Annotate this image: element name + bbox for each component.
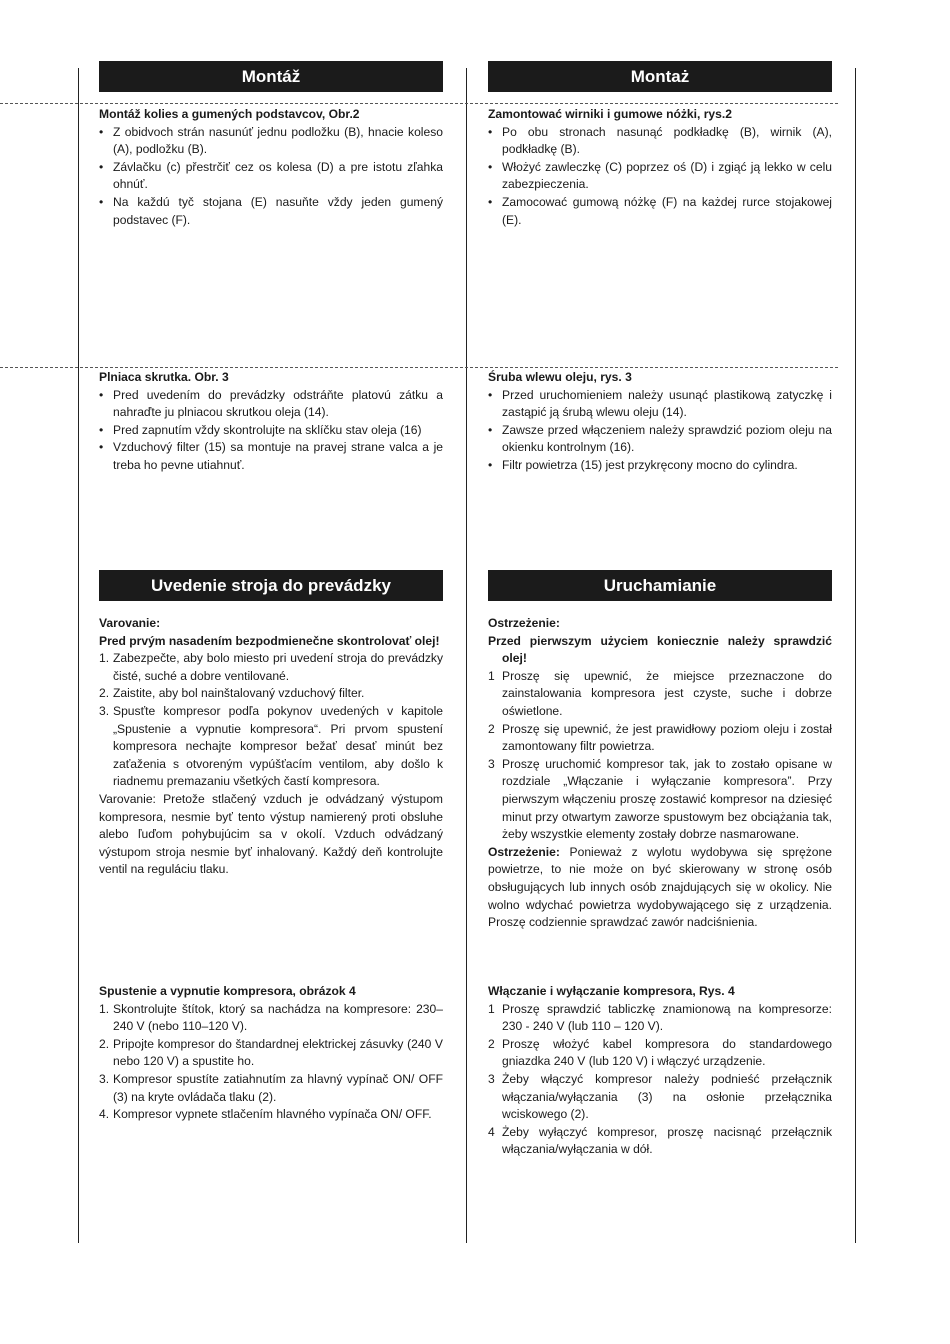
pl-section-commissioning — [488, 615, 832, 932]
list-item: • Na každú tyč stojana (E) nasuňte vždy jeden gumený podstavec (F). — [99, 194, 443, 227]
list-item: 1. Zabezpečte, aby bolo miesto pri uvedení stroja do prevádzky čisté, suché a dobre ventilované. — [99, 651, 443, 683]
sk-oil-heading: Plniaca skrutka. Obr. 3 — [99, 370, 229, 384]
pl-section-wheels — [488, 106, 832, 229]
pl-section-startstop — [488, 983, 832, 1159]
pl-startstop-list — [488, 1001, 832, 1159]
list-item: 4 Żeby wyłączyć kompresor, proszę nacisnąć przełącznik włączania/wyłączania w dół. — [488, 1124, 832, 1157]
frame-line-left — [78, 68, 79, 1243]
list-item: 3. Spusťte kompresor podľa pokynov uvedených v kapitole „Spustenie a vypnutie kompresora“. Pri prvom spustení kompresora nechajte kompresor bežať desať minút bez zaťaženia s otvoreným vypúšťacím ventilom, aby došlo k riadnemu premazaniu všetkých častí kompresora. — [99, 703, 443, 789]
header-montaz-pl: Montaż — [488, 61, 832, 92]
sk-warning-label: Varovanie: — [99, 616, 161, 630]
list-item: 2 Proszę się upewnić, że jest prawidłowy poziom oleju i został zamontowany filtr powietrza. — [488, 721, 832, 754]
list-item: 3 Żeby włączyć kompresor należy podnieść przełącznik włączania/wyłączania (3) na osłonie przełącznika wciskowego (2). — [488, 1071, 832, 1122]
pl-oil-list — [488, 387, 832, 475]
list-item: • Zamocować gumową nóżkę (F) na każdej rurce stojakowej (E). — [488, 194, 832, 227]
sk-section-startstop — [99, 983, 443, 1124]
list-item: • Vzduchový filter (15) sa montuje na pravej strane valca a je treba ho pevne utiahnuť. — [99, 440, 443, 472]
sk-wheels-heading: Montáž kolies a gumených podstavcov, Obr.2 — [99, 107, 360, 121]
list-item: 2. Zaistite, aby bol nainštalovaný vzduchový filter. — [99, 686, 365, 701]
list-item: • Pred zapnutím vždy skontrolujte na sklíčku stav oleja (16) — [99, 422, 422, 437]
pl-warning-label: Ostrzeżenie: — [488, 616, 560, 630]
list-item: 3. Kompresor spustíte zatiahnutím za hlavný vypínač ON/ OFF (3) na kryte ovládača tlaku (2). — [99, 1071, 443, 1104]
sk-warning-text: Pred prvým nasadením bezpodmienečne skontrolovať olej! — [99, 633, 440, 648]
list-item: • Závlačku (c) přestrčiť cez os kolesa (D) a pre istotu zľahka ohnúť. — [99, 159, 443, 192]
header-uruchamianie-pl: Uruchamianie — [488, 570, 832, 601]
list-item: • Zawsze przed włączeniem należy sprawdzić poziom oleju na okienku kontrolnym (16). — [488, 422, 832, 455]
pl-warning-text: Przed pierwszym użyciem koniecznie należy sprawdzić olej! — [488, 633, 832, 666]
pl-commissioning-list — [488, 668, 832, 844]
sk-commissioning-list — [99, 650, 443, 791]
sk-wheels-list — [99, 124, 443, 230]
pl-wheels-heading: Zamontować wirniki i gumowe nóżki, rys.2 — [488, 107, 732, 121]
list-item: • Po obu stronach nasunąć podkładkę (B), wirnik (A), podkładkę (B). — [488, 124, 832, 157]
sk-startstop-list — [99, 1001, 443, 1124]
pl-warning-paragraph: Ostrzeżenie: Ponieważ z wylotu wydobywa się sprężone powietrze, to nie może on być skierowany w stronę osób obsługujących lub innych osób znajdujących się w okolicy. Nie wolno wdychać powietrza wydobywającego się z urządzenia. Proszę codziennie sprawdzać zawór nadciśnienia. — [488, 844, 832, 930]
frame-line-middle — [466, 68, 467, 1243]
cut-line-middle — [0, 367, 838, 368]
sk-oil-list — [99, 387, 443, 475]
pl-section-oil — [488, 369, 832, 475]
list-item: 2. Pripojte kompresor do štandardnej elektrickej zásuvky (240 V nebo 120 V) a spustite ho. — [99, 1036, 443, 1069]
cut-line-top — [0, 103, 838, 104]
header-montaz-sk: Montáž — [99, 61, 443, 92]
header-uvedenie-sk: Uvedenie stroja do prevádzky — [99, 570, 443, 601]
list-item: 1 Proszę sprawdzić tabliczkę znamionową na kompresorze: 230 - 240 V (lub 110 – 120 V). — [488, 1001, 832, 1034]
list-item: 1. Skontrolujte štítok, ktorý sa nachádza na kompresore: 230–240 V (nebo 110–120 V). — [99, 1001, 443, 1034]
sk-section-wheels — [99, 106, 443, 229]
list-item: 3 Proszę uruchomić kompresor tak, jak to zostało opisane w rozdziale „Włączanie i wyłączanie kompresora”. Przy pierwszym włączeniu proszę zostawić kompresor na dziesięć minut przy otwartym zaworze spustowym bez obciążania tak, żeby wszystkie elementy zostały dobrze nasmarowane. — [488, 756, 832, 842]
list-item: 4. Kompresor vypnete stlačením hlavného vypínača ON/ OFF. — [99, 1107, 432, 1122]
list-item: 2 Proszę włożyć kabel kompresora do standardowego gniazdka 240 V (lub 120 V) i włączyć urządzenie. — [488, 1036, 832, 1069]
frame-line-right — [855, 68, 856, 1243]
sk-section-commissioning — [99, 615, 443, 879]
sk-warning-paragraph: Varovanie: Pretože stlačený vzduch je odvádzaný výstupom kompresora, nesmie byť tento výstup namierený proti obsluhe alebo ľuďom pohybujúcim sa v okolí. Vzduch odvádzaný výstupom stroja nesmie byť inhalovaný. Každý deň kontrolujte ventil na reguláciu tlaku. — [99, 791, 443, 877]
sk-section-oil — [99, 369, 443, 475]
list-item: 1 Proszę się upewnić, że miejsce przeznaczone do zainstalowania kompresora jest czyste, suche i dobrze oświetlone. — [488, 668, 832, 718]
pl-wheels-list — [488, 124, 832, 230]
pl-oil-heading: Śruba wlewu oleju, rys. 3 — [488, 370, 632, 384]
list-item: • Włożyć zawleczkę (C) poprzez oś (D) i zgiąć ją lekko w celu zabezpieczenia. — [488, 159, 832, 192]
list-item: • Z obidvoch strán nasunúť jednu podložku (B), hnacie koleso (A), podložku (B). — [99, 124, 443, 157]
list-item: • Przed uruchomieniem należy usunąć plastikową zatyczkę i zastąpić ją śrubą wlewu oleju (14). — [488, 387, 832, 420]
pl-startstop-heading: Włączanie i wyłączanie kompresora, Rys. 4 — [488, 984, 735, 998]
list-item: • Pred uvedením do prevádzky odstráňte platovú zátku a nahraďte ju plniacou skrutkou oleja (14). — [99, 387, 443, 420]
list-item: • Filtr powietrza (15) jest przykręcony mocno do cylindra. — [488, 457, 798, 472]
sk-startstop-heading: Spustenie a vypnutie kompresora, obrázok 4 — [99, 984, 356, 998]
